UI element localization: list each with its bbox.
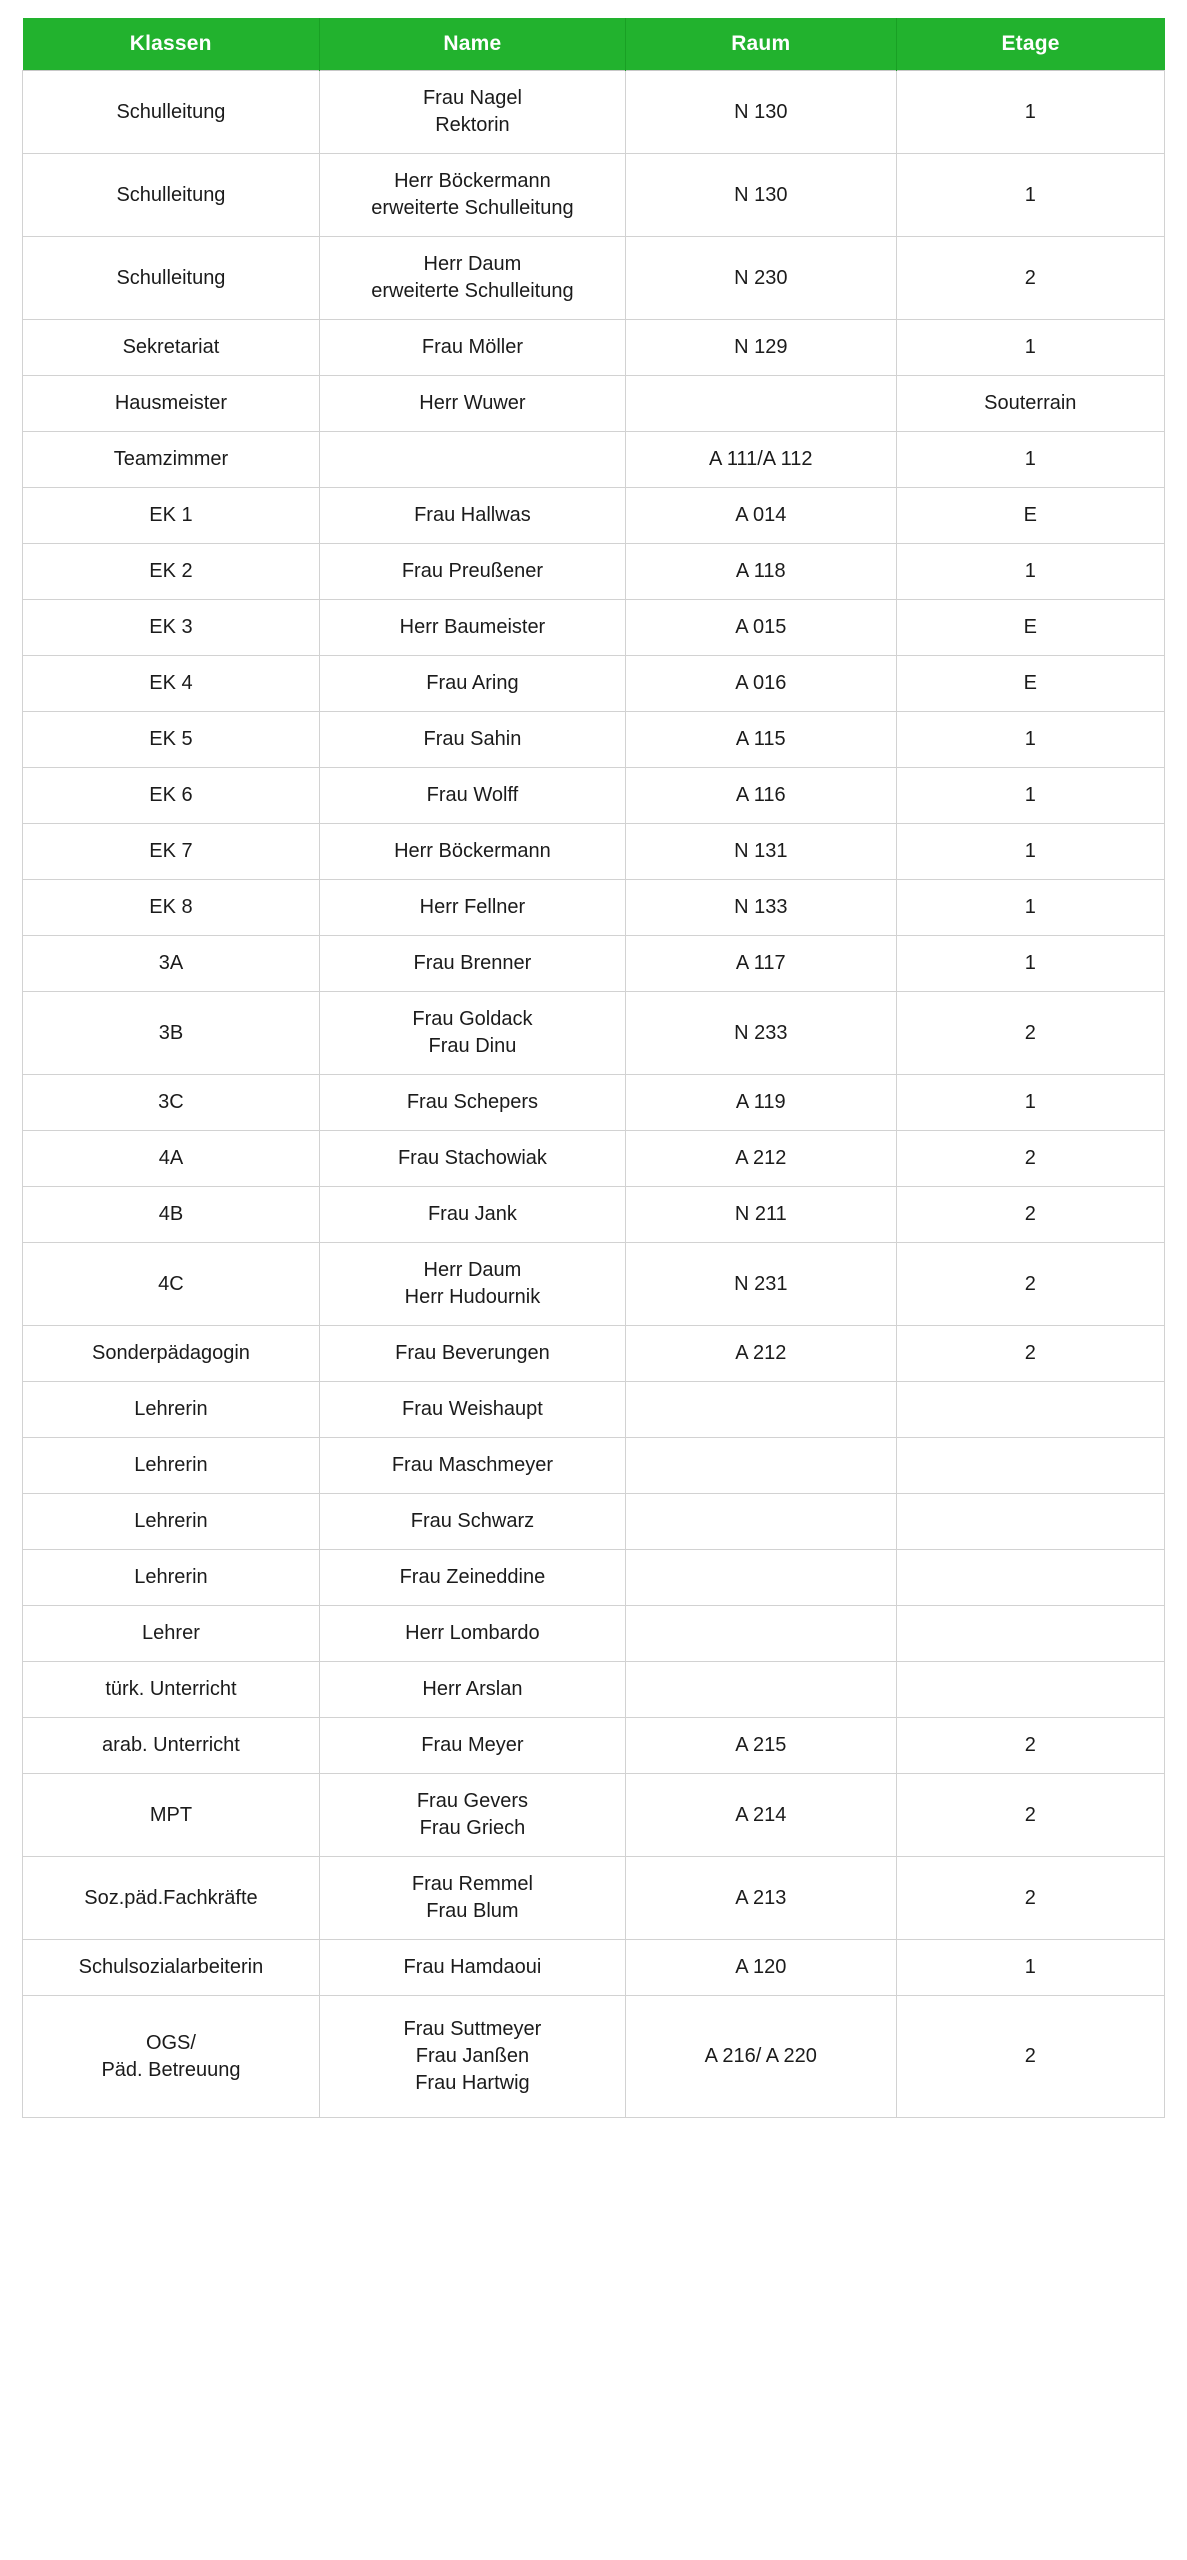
cell-lines (328, 1089, 617, 1116)
cell-line: Frau Goldack (412, 1008, 533, 1030)
cell-line: Frau Blum (426, 1900, 519, 1922)
cell-raum: A 117 (625, 936, 896, 992)
cell-line: Frau Schepers (406, 1091, 539, 1113)
cell-raum: A 119 (625, 1075, 896, 1131)
cell-name (319, 71, 625, 154)
table-row (23, 154, 1165, 237)
table-row (23, 880, 1165, 936)
staff-room-table (22, 18, 1165, 2118)
cell-name (319, 1662, 625, 1718)
cell-raum: N 233 (625, 992, 896, 1075)
cell-klassen: Hausmeister (23, 376, 320, 432)
cell-lines (31, 2030, 311, 2084)
cell-etage (896, 1494, 1164, 1550)
cell-line: Frau Griech (419, 1817, 526, 1839)
cell-raum: A 215 (625, 1718, 896, 1774)
cell-line: Frau Beverungen (395, 1342, 550, 1364)
cell-raum (625, 1662, 896, 1718)
table-row (23, 1857, 1165, 1940)
table-row (23, 432, 1165, 488)
cell-name (319, 1243, 625, 1326)
cell-etage: 2 (896, 1996, 1164, 2118)
cell-klassen: Schulleitung (23, 237, 320, 320)
cell-klassen: EK 4 (23, 656, 320, 712)
cell-name (319, 488, 625, 544)
cell-line: Frau Aring (426, 672, 519, 694)
cell-etage: 1 (896, 712, 1164, 768)
cell-klassen: MPT (23, 1774, 320, 1857)
cell-lines (328, 1954, 617, 1981)
cell-line: Frau Suttmeyer (403, 2018, 542, 2040)
cell-etage: 1 (896, 544, 1164, 600)
cell-klassen: 3B (23, 992, 320, 1075)
cell-raum: A 016 (625, 656, 896, 712)
cell-lines (328, 838, 617, 865)
cell-etage: 1 (896, 1075, 1164, 1131)
cell-lines (328, 334, 617, 361)
cell-etage: 2 (896, 237, 1164, 320)
cell-line: Päd. Betreuung (101, 2058, 241, 2081)
cell-etage: 1 (896, 71, 1164, 154)
cell-name (319, 1774, 625, 1857)
cell-lines (328, 782, 617, 809)
cell-line: erweiterte Schulleitung (371, 197, 574, 219)
cell-raum: N 231 (625, 1243, 896, 1326)
cell-raum (625, 376, 896, 432)
cell-raum: A 120 (625, 1940, 896, 1996)
cell-name (319, 1718, 625, 1774)
cell-name (319, 1187, 625, 1243)
cell-raum: N 133 (625, 880, 896, 936)
cell-name (319, 1075, 625, 1131)
table-row (23, 237, 1165, 320)
table-row (23, 1662, 1165, 1718)
cell-klassen: arab. Unterricht (23, 1718, 320, 1774)
cell-lines (328, 1257, 617, 1311)
table-row (23, 1718, 1165, 1774)
cell-raum: A 116 (625, 768, 896, 824)
cell-klassen: EK 5 (23, 712, 320, 768)
cell-name (319, 154, 625, 237)
cell-raum (625, 1606, 896, 1662)
cell-line: Frau Janßen (415, 2045, 530, 2067)
cell-raum: A 213 (625, 1857, 896, 1940)
cell-line: Herr Hudournik (404, 1286, 541, 1308)
cell-klassen: 3C (23, 1075, 320, 1131)
table-row (23, 1075, 1165, 1131)
cell-name (319, 824, 625, 880)
cell-lines (328, 670, 617, 697)
cell-line: erweiterte Schulleitung (371, 280, 574, 302)
cell-klassen: Schulleitung (23, 71, 320, 154)
cell-etage (896, 1606, 1164, 1662)
cell-raum: A 115 (625, 712, 896, 768)
cell-name (319, 320, 625, 376)
cell-lines (328, 1201, 617, 1228)
table-row (23, 1550, 1165, 1606)
cell-klassen: Schulleitung (23, 154, 320, 237)
cell-lines (328, 894, 617, 921)
cell-klassen: EK 6 (23, 768, 320, 824)
table-body (23, 71, 1165, 2118)
cell-line: Frau Preußener (401, 560, 544, 582)
cell-klassen: Sekretariat (23, 320, 320, 376)
table-row (23, 656, 1165, 712)
cell-klassen: EK 3 (23, 600, 320, 656)
cell-etage: 2 (896, 1774, 1164, 1857)
cell-etage: 2 (896, 1243, 1164, 1326)
cell-klassen: 3A (23, 936, 320, 992)
table-row (23, 712, 1165, 768)
table-row (23, 71, 1165, 154)
cell-klassen: Lehrerin (23, 1382, 320, 1438)
table-row (23, 1606, 1165, 1662)
cell-lines (328, 1396, 617, 1423)
cell-name (319, 1606, 625, 1662)
cell-line: Herr Böckermann (394, 840, 551, 862)
cell-name (319, 992, 625, 1075)
cell-name (319, 768, 625, 824)
cell-klassen (23, 1996, 320, 2118)
cell-klassen: Lehrerin (23, 1550, 320, 1606)
table-header (23, 18, 1165, 71)
cell-lines (328, 950, 617, 977)
cell-line: Frau Sahin (423, 728, 522, 750)
cell-raum: N 230 (625, 237, 896, 320)
column-header-klassen: Klassen (23, 18, 320, 71)
cell-line: Frau Hallwas (414, 504, 531, 526)
cell-line: Frau Nagel (422, 87, 522, 109)
cell-raum: A 014 (625, 488, 896, 544)
cell-line (328, 446, 617, 473)
table-row (23, 376, 1165, 432)
table-header-row (23, 18, 1165, 71)
cell-etage: E (896, 600, 1164, 656)
cell-raum (625, 1550, 896, 1606)
cell-line: Frau Schwarz (410, 1510, 535, 1532)
cell-klassen: Lehrerin (23, 1494, 320, 1550)
cell-etage: 1 (896, 880, 1164, 936)
table-row (23, 1243, 1165, 1326)
cell-line: Herr Baumeister (399, 616, 546, 638)
table-row (23, 1494, 1165, 1550)
cell-lines (328, 1508, 617, 1535)
cell-lines (328, 1452, 617, 1479)
cell-raum: A 214 (625, 1774, 896, 1857)
cell-etage: 1 (896, 432, 1164, 488)
cell-raum: N 131 (625, 824, 896, 880)
cell-etage: 1 (896, 320, 1164, 376)
cell-line: OGS/ (145, 2031, 196, 2054)
table-row (23, 1774, 1165, 1857)
cell-lines (328, 1788, 617, 1842)
cell-lines (328, 390, 617, 417)
cell-etage: 1 (896, 154, 1164, 237)
cell-line: Herr Arslan (422, 1678, 523, 1700)
cell-lines (328, 1145, 617, 1172)
column-header-name: Name (319, 18, 625, 71)
cell-name (319, 1382, 625, 1438)
cell-name (319, 1550, 625, 1606)
cell-lines (328, 1564, 617, 1591)
cell-etage: 2 (896, 1326, 1164, 1382)
cell-klassen: Lehrerin (23, 1438, 320, 1494)
cell-etage: 2 (896, 1857, 1164, 1940)
cell-line: Herr Daum (423, 253, 522, 275)
cell-etage: E (896, 656, 1164, 712)
table-row (23, 1382, 1165, 1438)
cell-line: Frau Weishaupt (402, 1398, 543, 1420)
cell-lines (328, 85, 617, 139)
cell-name (319, 600, 625, 656)
cell-etage (896, 1662, 1164, 1718)
cell-etage: 2 (896, 992, 1164, 1075)
cell-klassen: EK 7 (23, 824, 320, 880)
cell-lines (328, 251, 617, 305)
cell-klassen: 4A (23, 1131, 320, 1187)
cell-klassen: EK 1 (23, 488, 320, 544)
cell-lines (328, 726, 617, 753)
cell-klassen: Soz.päd.Fachkräfte (23, 1857, 320, 1940)
table-row (23, 1187, 1165, 1243)
cell-klassen: Lehrer (23, 1606, 320, 1662)
cell-line: Frau Gevers (416, 1790, 528, 1812)
cell-line: Frau Maschmeyer (391, 1454, 553, 1476)
cell-name (319, 237, 625, 320)
cell-klassen: Teamzimmer (23, 432, 320, 488)
cell-line: Frau Brenner (413, 952, 532, 974)
cell-klassen: Sonderpädagogin (23, 1326, 320, 1382)
cell-raum (625, 1382, 896, 1438)
cell-name (319, 880, 625, 936)
cell-etage: 1 (896, 936, 1164, 992)
table-row (23, 1326, 1165, 1382)
cell-klassen: Schulsozialarbeiterin (23, 1940, 320, 1996)
cell-line: Frau Meyer (421, 1734, 524, 1756)
cell-name (319, 1996, 625, 2118)
cell-etage: 1 (896, 824, 1164, 880)
cell-lines (328, 2016, 617, 2097)
cell-raum (625, 1438, 896, 1494)
cell-name (319, 1131, 625, 1187)
cell-line: Frau Hamdaoui (403, 1956, 542, 1978)
cell-raum: N 130 (625, 71, 896, 154)
cell-raum: N 129 (625, 320, 896, 376)
cell-raum: N 211 (625, 1187, 896, 1243)
cell-name (319, 712, 625, 768)
cell-raum: A 111/A 112 (625, 432, 896, 488)
cell-name (319, 1326, 625, 1382)
cell-etage: E (896, 488, 1164, 544)
table-row (23, 824, 1165, 880)
cell-raum: A 212 (625, 1326, 896, 1382)
cell-etage (896, 1382, 1164, 1438)
cell-raum: N 130 (625, 154, 896, 237)
table-row (23, 936, 1165, 992)
cell-name (319, 1438, 625, 1494)
cell-etage (896, 1550, 1164, 1606)
table-row (23, 544, 1165, 600)
cell-name (319, 1940, 625, 1996)
column-header-etage: Etage (896, 18, 1164, 71)
cell-lines (328, 1732, 617, 1759)
cell-line: Herr Lombardo (405, 1622, 540, 1644)
cell-lines (328, 1620, 617, 1647)
cell-raum: A 118 (625, 544, 896, 600)
table-row (23, 768, 1165, 824)
cell-name (319, 1857, 625, 1940)
cell-etage: 1 (896, 768, 1164, 824)
cell-lines (328, 1340, 617, 1367)
cell-name (319, 936, 625, 992)
cell-line: Herr Wuwer (419, 392, 526, 414)
cell-lines (328, 168, 617, 222)
column-header-raum: Raum (625, 18, 896, 71)
cell-line: Frau Jank (427, 1203, 517, 1225)
table-row (23, 1996, 1165, 2118)
cell-lines (328, 1676, 617, 1703)
cell-raum (625, 1494, 896, 1550)
table-row (23, 1940, 1165, 1996)
cell-etage: 2 (896, 1131, 1164, 1187)
cell-klassen: türk. Unterricht (23, 1662, 320, 1718)
table-row (23, 1438, 1165, 1494)
cell-etage: Souterrain (896, 376, 1164, 432)
cell-klassen: 4B (23, 1187, 320, 1243)
table-row (23, 1131, 1165, 1187)
cell-line: Rektorin (435, 114, 510, 136)
cell-name (319, 544, 625, 600)
cell-klassen: EK 8 (23, 880, 320, 936)
cell-raum: A 212 (625, 1131, 896, 1187)
cell-line: Frau Wolff (426, 784, 519, 806)
table-row (23, 320, 1165, 376)
cell-klassen: EK 2 (23, 544, 320, 600)
cell-lines (328, 446, 617, 473)
table-row (23, 992, 1165, 1075)
cell-line: Herr Daum (423, 1259, 522, 1281)
cell-line: Frau Möller (421, 336, 523, 358)
cell-etage (896, 1438, 1164, 1494)
cell-etage: 2 (896, 1718, 1164, 1774)
cell-name (319, 656, 625, 712)
cell-line: Herr Fellner (419, 896, 526, 918)
cell-lines (328, 1871, 617, 1925)
cell-line: Frau Hartwig (415, 2072, 530, 2094)
cell-klassen: 4C (23, 1243, 320, 1326)
cell-etage: 1 (896, 1940, 1164, 1996)
cell-line: Frau Remmel (411, 1873, 533, 1895)
table-row (23, 488, 1165, 544)
cell-lines (328, 614, 617, 641)
cell-name (319, 376, 625, 432)
cell-lines (328, 558, 617, 585)
cell-lines (328, 502, 617, 529)
cell-etage: 2 (896, 1187, 1164, 1243)
cell-raum: A 216/ A 220 (625, 1996, 896, 2118)
cell-lines (328, 1006, 617, 1060)
cell-line: Frau Dinu (428, 1035, 517, 1057)
cell-line: Herr Böckermann (394, 170, 551, 192)
cell-name (319, 432, 625, 488)
cell-raum: A 015 (625, 600, 896, 656)
cell-name (319, 1494, 625, 1550)
cell-line: Frau Stachowiak (397, 1147, 547, 1169)
cell-line: Frau Zeineddine (399, 1566, 546, 1588)
table-row (23, 600, 1165, 656)
